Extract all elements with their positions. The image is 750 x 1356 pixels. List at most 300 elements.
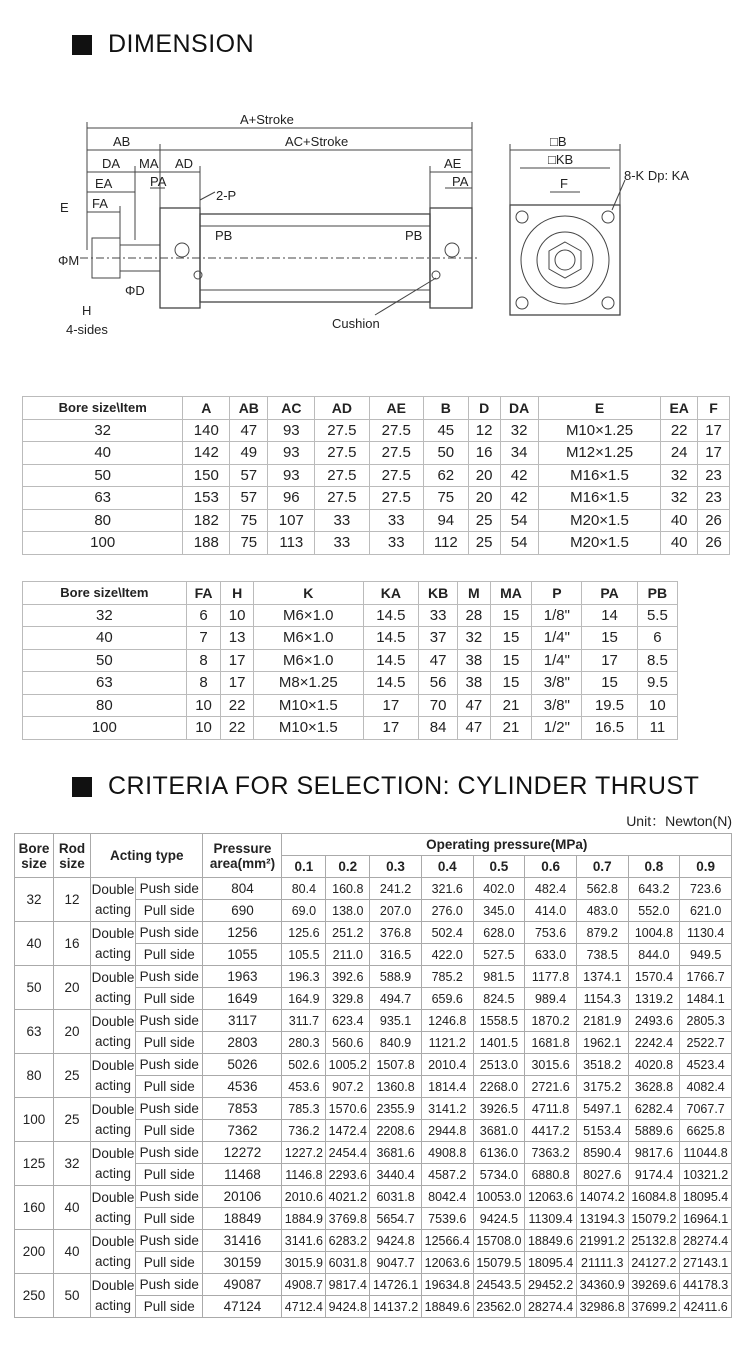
table-cell: M10×1.25 <box>538 419 661 442</box>
push-force-cell: 879.2 <box>576 922 628 944</box>
rod-size-cell: 25 <box>54 1054 91 1098</box>
push-area-cell: 12272 <box>203 1142 282 1164</box>
pull-force-cell: 2293.6 <box>326 1164 370 1186</box>
pull-area-cell: 47124 <box>203 1296 282 1318</box>
header-pressure-0.6: 0.6 <box>525 856 577 878</box>
table-cell: M16×1.5 <box>538 464 661 487</box>
pull-force-cell: 15079.5 <box>473 1252 525 1274</box>
push-force-cell: 4020.8 <box>628 1054 680 1076</box>
bore-size-cell: 80 <box>15 1054 54 1098</box>
table-cell: 6 <box>186 604 221 627</box>
table-cell: M16×1.5 <box>538 487 661 510</box>
table-cell: 56 <box>419 672 458 695</box>
table-row <box>23 442 730 465</box>
label-ma: MA <box>139 156 159 171</box>
label-4-sides: 4-sides <box>66 322 108 337</box>
bore-size-cell: 250 <box>15 1274 54 1318</box>
label-pb-right: PB <box>405 228 423 243</box>
table-cell: 12 <box>468 419 500 442</box>
table-cell: 10 <box>186 694 221 717</box>
label-ae: AE <box>444 156 462 171</box>
pull-force-cell: 6031.8 <box>326 1252 370 1274</box>
table-cell: 17 <box>221 649 253 672</box>
header-bore-size: Bore size <box>15 834 54 878</box>
table-cell: 33 <box>419 604 458 627</box>
push-force-cell: 160.8 <box>326 878 370 900</box>
table-cell: 33 <box>315 509 369 532</box>
push-force-cell: 44178.3 <box>680 1274 732 1296</box>
table-row-push <box>15 922 732 944</box>
pull-force-cell: 5734.0 <box>473 1164 525 1186</box>
table-cell: 3/8" <box>532 672 582 695</box>
table-cell: 17 <box>698 419 730 442</box>
push-area-cell: 20106 <box>203 1186 282 1208</box>
table-cell: 27.5 <box>315 464 369 487</box>
dimension-heading <box>72 30 254 59</box>
table-cell: 1/2" <box>532 717 582 740</box>
table-cell: 15 <box>582 627 637 650</box>
table-cell: 22 <box>221 717 253 740</box>
pull-force-cell: 949.5 <box>680 944 732 966</box>
table-cell: 32 <box>458 627 490 650</box>
pull-force-cell: 6625.8 <box>680 1120 732 1142</box>
push-force-cell: 1374.1 <box>576 966 628 988</box>
pull-force-cell: 21111.3 <box>576 1252 628 1274</box>
push-side-label: Push side <box>136 966 203 988</box>
table-cell: 23 <box>698 464 730 487</box>
push-force-cell: 723.6 <box>680 878 732 900</box>
table-cell: 80 <box>23 694 187 717</box>
push-force-cell: 392.6 <box>326 966 370 988</box>
table-cell: 19.5 <box>582 694 637 717</box>
pull-side-label: Pull side <box>136 1032 203 1054</box>
bore-size-cell: 63 <box>15 1010 54 1054</box>
push-force-cell: 25132.8 <box>628 1230 680 1252</box>
table-row <box>23 509 730 532</box>
table-cell: 8 <box>186 672 221 695</box>
table-cell: M6×1.0 <box>253 627 363 650</box>
pull-force-cell: 560.6 <box>326 1032 370 1054</box>
push-force-cell: 14726.1 <box>370 1274 422 1296</box>
push-force-cell: 8042.4 <box>421 1186 473 1208</box>
header-a: A <box>183 397 230 420</box>
cylinder-dimension-diagram <box>40 100 730 360</box>
pull-force-cell: 12063.6 <box>421 1252 473 1274</box>
acting-type-cell: Double acting <box>91 1142 136 1186</box>
push-force-cell: 125.6 <box>282 922 326 944</box>
bore-size-cell: 125 <box>15 1142 54 1186</box>
pull-force-cell: 280.3 <box>282 1032 326 1054</box>
table-row-push <box>15 1230 732 1252</box>
header-row <box>23 397 730 420</box>
label-h: H <box>82 303 92 318</box>
pull-force-cell: 1814.4 <box>421 1076 473 1098</box>
acting-type-cell: Double acting <box>91 1274 136 1318</box>
pull-force-cell: 453.6 <box>282 1076 326 1098</box>
table-cell: 47 <box>419 649 458 672</box>
table-cell: 34 <box>500 442 538 465</box>
table-cell: 40 <box>23 442 183 465</box>
push-force-cell: 482.4 <box>525 878 577 900</box>
pull-force-cell: 18849.6 <box>421 1296 473 1318</box>
pull-area-cell: 7362 <box>203 1120 282 1142</box>
pull-force-cell: 1681.8 <box>525 1032 577 1054</box>
table-cell: 14.5 <box>363 604 418 627</box>
pull-force-cell: 1154.3 <box>576 988 628 1010</box>
header-d: D <box>468 397 500 420</box>
pull-force-cell: 840.9 <box>370 1032 422 1054</box>
table-cell: 28 <box>458 604 490 627</box>
push-area-cell: 7853 <box>203 1098 282 1120</box>
header-kb: KB <box>419 582 458 605</box>
push-force-cell: 80.4 <box>282 878 326 900</box>
pull-force-cell: 422.0 <box>421 944 473 966</box>
header-k: K <box>253 582 363 605</box>
pull-area-cell: 1055 <box>203 944 282 966</box>
table-cell: 32 <box>661 487 698 510</box>
table-cell: 1/4" <box>532 627 582 650</box>
pull-force-cell: 211.0 <box>326 944 370 966</box>
table-cell: 57 <box>230 464 268 487</box>
label-ab: AB <box>113 134 131 149</box>
push-force-cell: 4523.4 <box>680 1054 732 1076</box>
pull-force-cell: 27143.1 <box>680 1252 732 1274</box>
table-cell: 17 <box>698 442 730 465</box>
pull-force-cell: 9424.5 <box>473 1208 525 1230</box>
push-side-label: Push side <box>136 1230 203 1252</box>
table-cell: 10 <box>637 694 677 717</box>
label-f: F <box>560 176 568 191</box>
table-cell: 22 <box>221 694 253 717</box>
push-force-cell: 1507.8 <box>370 1054 422 1076</box>
table-cell: 32 <box>500 419 538 442</box>
rod-size-cell: 40 <box>54 1186 91 1230</box>
pull-force-cell: 907.2 <box>326 1076 370 1098</box>
label-phi-d: ΦD <box>125 283 145 298</box>
pull-force-cell: 7539.6 <box>421 1208 473 1230</box>
push-area-cell: 31416 <box>203 1230 282 1252</box>
push-force-cell: 2805.3 <box>680 1010 732 1032</box>
pull-force-cell: 1401.5 <box>473 1032 525 1054</box>
table-cell: 42 <box>500 487 538 510</box>
push-force-cell: 15708.0 <box>473 1230 525 1252</box>
pull-side-label: Pull side <box>136 944 203 966</box>
table-row <box>23 717 678 740</box>
push-force-cell: 3141.2 <box>421 1098 473 1120</box>
table-cell: 3/8" <box>532 694 582 717</box>
label-kb: □KB <box>548 152 574 167</box>
table-cell: 15 <box>490 672 532 695</box>
table-cell: 17 <box>363 717 418 740</box>
table-cell: 27.5 <box>369 487 423 510</box>
table-cell: 13 <box>221 627 253 650</box>
table-cell: 27.5 <box>315 419 369 442</box>
table-row-push <box>15 966 732 988</box>
table-cell: 8 <box>186 649 221 672</box>
push-force-cell: 1558.5 <box>473 1010 525 1032</box>
pull-force-cell: 844.0 <box>628 944 680 966</box>
table-row-push <box>15 1142 732 1164</box>
pull-force-cell: 345.0 <box>473 900 525 922</box>
header-pressure-0.5: 0.5 <box>473 856 525 878</box>
table-cell: 112 <box>423 532 468 555</box>
table-cell: 80 <box>23 509 183 532</box>
table-cell: 1/4" <box>532 649 582 672</box>
pull-force-cell: 1962.1 <box>576 1032 628 1054</box>
table-cell: 16 <box>468 442 500 465</box>
push-side-label: Push side <box>136 1098 203 1120</box>
push-force-cell: 2454.4 <box>326 1142 370 1164</box>
table-cell: 94 <box>423 509 468 532</box>
table-cell: 14.5 <box>363 627 418 650</box>
pull-force-cell: 3681.0 <box>473 1120 525 1142</box>
table-cell: 10 <box>186 717 221 740</box>
table-cell: 50 <box>23 464 183 487</box>
push-area-cell: 5026 <box>203 1054 282 1076</box>
pull-force-cell: 69.0 <box>282 900 326 922</box>
header-pressure-0.9: 0.9 <box>680 856 732 878</box>
push-force-cell: 12063.6 <box>525 1186 577 1208</box>
pull-force-cell: 4082.4 <box>680 1076 732 1098</box>
header-operating-pressure: Operating pressure(MPa) <box>282 834 732 856</box>
header-rod-size: Rod size <box>54 834 91 878</box>
label-b: □B <box>550 134 567 149</box>
table-cell: 188 <box>183 532 230 555</box>
push-force-cell: 24543.5 <box>473 1274 525 1296</box>
label-phi-m: ΦM <box>58 253 80 268</box>
header-pressure-0.8: 0.8 <box>628 856 680 878</box>
pull-area-cell: 2803 <box>203 1032 282 1054</box>
header-row <box>23 582 678 605</box>
table-cell: 140 <box>183 419 230 442</box>
push-force-cell: 9817.4 <box>326 1274 370 1296</box>
table-cell: 93 <box>268 442 315 465</box>
header-acting-type: Acting type <box>91 834 203 878</box>
bore-size-cell: 200 <box>15 1230 54 1274</box>
acting-type-cell: Double acting <box>91 922 136 966</box>
push-force-cell: 1570.6 <box>326 1098 370 1120</box>
table-cell: 113 <box>268 532 315 555</box>
pull-force-cell: 2242.4 <box>628 1032 680 1054</box>
table-row-push <box>15 1054 732 1076</box>
table-cell: 70 <box>419 694 458 717</box>
push-force-cell: 2010.4 <box>421 1054 473 1076</box>
rod-size-cell: 16 <box>54 922 91 966</box>
pull-force-cell: 14137.2 <box>370 1296 422 1318</box>
pull-force-cell: 527.5 <box>473 944 525 966</box>
header-ka: KA <box>363 582 418 605</box>
push-force-cell: 6283.2 <box>326 1230 370 1252</box>
push-force-cell: 785.3 <box>282 1098 326 1120</box>
unit-label: Unit：Newton(N) <box>626 813 732 829</box>
table-cell: 63 <box>23 487 183 510</box>
push-force-cell: 18849.6 <box>525 1230 577 1252</box>
table-cell: 20 <box>468 487 500 510</box>
pull-side-label: Pull side <box>136 1252 203 1274</box>
table-cell: 40 <box>661 532 698 555</box>
pull-force-cell: 3769.8 <box>326 1208 370 1230</box>
acting-type-cell: Double acting <box>91 966 136 1010</box>
header-row <box>15 834 732 856</box>
acting-type-cell: Double acting <box>91 1010 136 1054</box>
pull-force-cell: 633.0 <box>525 944 577 966</box>
table-cell: 142 <box>183 442 230 465</box>
pull-side-label: Pull side <box>136 1164 203 1186</box>
table-cell: 54 <box>500 532 538 555</box>
pull-force-cell: 621.0 <box>680 900 732 922</box>
cylinder-thrust-table <box>14 833 732 1318</box>
label-e: E <box>60 200 69 215</box>
table-cell: 20 <box>468 464 500 487</box>
table-cell: 75 <box>230 509 268 532</box>
table-cell: 50 <box>23 649 187 672</box>
table-cell: 62 <box>423 464 468 487</box>
table-row <box>23 694 678 717</box>
table-row-push <box>15 1274 732 1296</box>
pull-force-cell: 42411.6 <box>680 1296 732 1318</box>
pull-side-label: Pull side <box>136 900 203 922</box>
push-force-cell: 1766.7 <box>680 966 732 988</box>
table-cell: 26 <box>698 532 730 555</box>
pull-force-cell: 23562.0 <box>473 1296 525 1318</box>
pull-force-cell: 8027.6 <box>576 1164 628 1186</box>
bore-size-cell: 160 <box>15 1186 54 1230</box>
push-force-cell: 753.6 <box>525 922 577 944</box>
pull-force-cell: 2268.0 <box>473 1076 525 1098</box>
push-side-label: Push side <box>136 1054 203 1076</box>
bore-size-cell: 40 <box>15 922 54 966</box>
header-pressure-0.4: 0.4 <box>421 856 473 878</box>
rod-size-cell: 32 <box>54 1142 91 1186</box>
label-ac-stroke: AC+Stroke <box>285 134 349 149</box>
acting-type-cell: Double acting <box>91 1186 136 1230</box>
pull-force-cell: 18095.4 <box>525 1252 577 1274</box>
push-force-cell: 29452.2 <box>525 1274 577 1296</box>
push-area-cell: 1963 <box>203 966 282 988</box>
pull-force-cell: 483.0 <box>576 900 628 922</box>
header-bore-size-item: Bore size\Item <box>23 582 187 605</box>
bore-size-cell: 32 <box>15 878 54 922</box>
pull-force-cell: 37699.2 <box>628 1296 680 1318</box>
push-force-cell: 2010.6 <box>282 1186 326 1208</box>
table-row-push <box>15 1186 732 1208</box>
table-cell: 21 <box>490 717 532 740</box>
table-cell: 6 <box>637 627 677 650</box>
pull-area-cell: 4536 <box>203 1076 282 1098</box>
table-cell: 75 <box>423 487 468 510</box>
push-force-cell: 14074.2 <box>576 1186 628 1208</box>
push-area-cell: 1256 <box>203 922 282 944</box>
table-cell: M10×1.5 <box>253 694 363 717</box>
dimension-table-2 <box>22 581 678 740</box>
table-cell: 93 <box>268 464 315 487</box>
push-force-cell: 1130.4 <box>680 922 732 944</box>
pull-force-cell: 9174.4 <box>628 1164 680 1186</box>
table-cell: 84 <box>419 717 458 740</box>
pull-force-cell: 4712.4 <box>282 1296 326 1318</box>
push-force-cell: 4711.8 <box>525 1098 577 1120</box>
pull-force-cell: 13194.3 <box>576 1208 628 1230</box>
table-cell: 40 <box>661 509 698 532</box>
label-2-p: 2-P <box>216 188 237 203</box>
push-force-cell: 321.6 <box>421 878 473 900</box>
push-side-label: Push side <box>136 1142 203 1164</box>
pull-force-cell: 4587.2 <box>421 1164 473 1186</box>
table-cell: M12×1.25 <box>538 442 661 465</box>
push-force-cell: 2493.6 <box>628 1010 680 1032</box>
table-cell: 100 <box>23 532 183 555</box>
table-cell: 14.5 <box>363 672 418 695</box>
bore-size-cell: 50 <box>15 966 54 1010</box>
table-cell: 50 <box>423 442 468 465</box>
pull-force-cell: 5889.6 <box>628 1120 680 1142</box>
header-fa: FA <box>186 582 221 605</box>
table-cell: 96 <box>268 487 315 510</box>
header-pressure-0.3: 0.3 <box>370 856 422 878</box>
pull-force-cell: 989.4 <box>525 988 577 1010</box>
push-force-cell: 562.8 <box>576 878 628 900</box>
table-cell: 40 <box>23 627 187 650</box>
push-force-cell: 4021.2 <box>326 1186 370 1208</box>
push-area-cell: 804 <box>203 878 282 900</box>
bore-size-cell: 100 <box>15 1098 54 1142</box>
push-force-cell: 39269.6 <box>628 1274 680 1296</box>
pull-area-cell: 18849 <box>203 1208 282 1230</box>
label-pa-left: PA <box>150 174 167 189</box>
pull-force-cell: 10321.2 <box>680 1164 732 1186</box>
table-row-push <box>15 1098 732 1120</box>
pull-force-cell: 4417.2 <box>525 1120 577 1142</box>
push-force-cell: 3141.6 <box>282 1230 326 1252</box>
pull-force-cell: 1121.2 <box>421 1032 473 1054</box>
pull-force-cell: 2944.8 <box>421 1120 473 1142</box>
header-ad: AD <box>315 397 369 420</box>
pull-force-cell: 3440.4 <box>370 1164 422 1186</box>
push-side-label: Push side <box>136 1010 203 1032</box>
rod-size-cell: 25 <box>54 1098 91 1142</box>
pull-side-label: Pull side <box>136 1208 203 1230</box>
pull-force-cell: 11309.4 <box>525 1208 577 1230</box>
table-cell: 47 <box>458 717 490 740</box>
pull-area-cell: 11468 <box>203 1164 282 1186</box>
pull-force-cell: 15079.2 <box>628 1208 680 1230</box>
push-force-cell: 1870.2 <box>525 1010 577 1032</box>
table-cell: 47 <box>230 419 268 442</box>
pull-force-cell: 2208.6 <box>370 1120 422 1142</box>
push-force-cell: 2355.9 <box>370 1098 422 1120</box>
push-force-cell: 6282.4 <box>628 1098 680 1120</box>
pull-force-cell: 2721.6 <box>525 1076 577 1098</box>
push-force-cell: 502.4 <box>421 922 473 944</box>
table-row <box>23 604 678 627</box>
push-force-cell: 588.9 <box>370 966 422 988</box>
table-cell: 25 <box>468 532 500 555</box>
push-side-label: Push side <box>136 1186 203 1208</box>
push-force-cell: 1005.2 <box>326 1054 370 1076</box>
push-force-cell: 7067.7 <box>680 1098 732 1120</box>
table-cell: 38 <box>458 672 490 695</box>
table-cell: 37 <box>419 627 458 650</box>
label-k-dp-ka: 8-K Dp: KA <box>624 168 690 183</box>
pull-area-cell: 30159 <box>203 1252 282 1274</box>
pull-force-cell: 3628.8 <box>628 1076 680 1098</box>
pull-force-cell: 316.5 <box>370 944 422 966</box>
table-cell: 14.5 <box>363 649 418 672</box>
push-force-cell: 3518.2 <box>576 1054 628 1076</box>
push-force-cell: 21991.2 <box>576 1230 628 1252</box>
rod-size-cell: 20 <box>54 966 91 1010</box>
header-h: H <box>221 582 253 605</box>
